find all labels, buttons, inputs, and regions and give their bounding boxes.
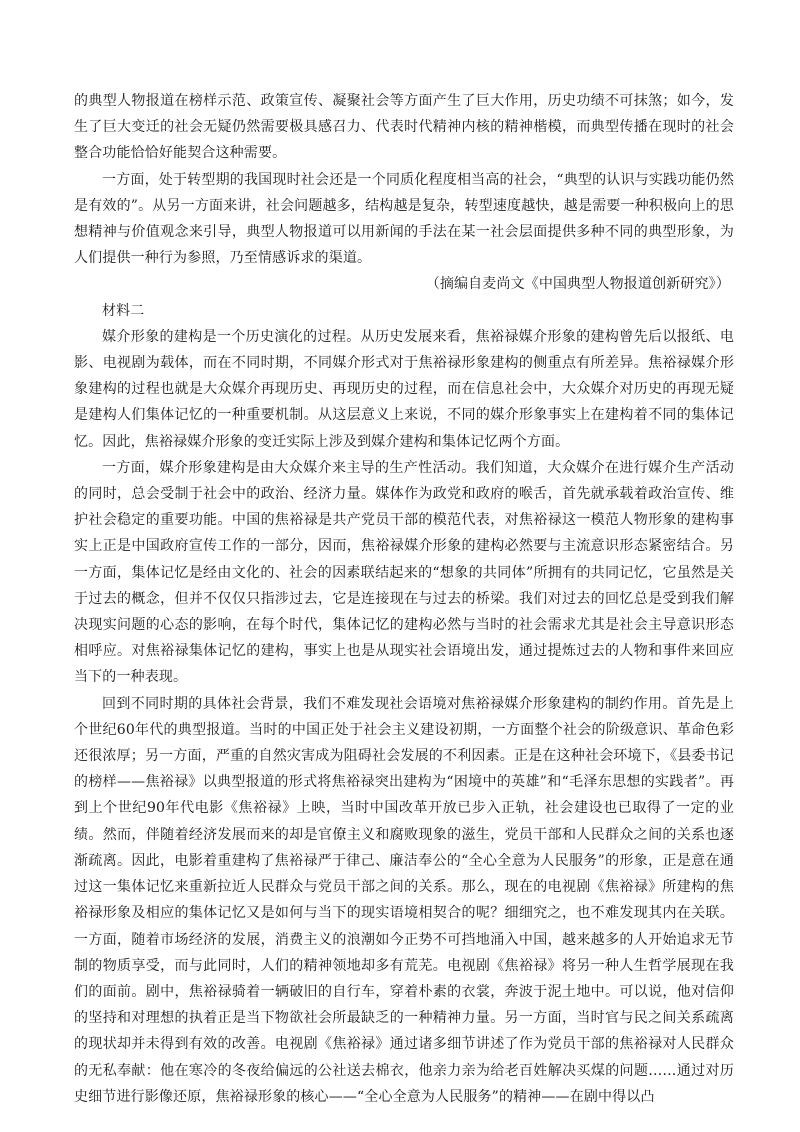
material-two-paragraph-1: 媒介形象的建构是一个历史演化的过程。从历史发展来看，焦裕禄媒介形象的建构曾先后以报纸、电影、电视剧为载体，而在不同时期，不同媒介形式对于焦裕禄形象建构的侧重点有所差异。焦裕禄媒介形象建构的过程也就是大众媒介再现历史、再现历史的过程，而在信息社会中，大众媒介对历史的再现无疑是建构人们集体记忆的一种重要机制。从这层意义上来说，不同的媒介形象事实上在建构着不同的集体记忆。因此，焦裕禄媒介形象的变迁实际上涉及到媒介建构和集体记忆两个方面。 bbox=[74, 328, 734, 450]
paragraph-transition: 一方面，处于转型期的我国现时社会还是一个同质化程度相当高的社会，“典型的认识与实践功能仍然是有效的”。从另一方面来讲，社会问题越多，结构越是复杂，转型速度越快，越是需要一种积极向上的思想精神与价值观念来引导，典型人物报道可以用新闻的手法在某一社会层面提供多种不同的典型形象，为人们提供一种行为参照，乃至情感诉求的渠道。 bbox=[74, 171, 734, 267]
material-two-paragraph-2: 一方面，媒介形象建构是由大众媒介来主导的生产性活动。我们知道，大众媒介在进行媒介生产活动的同时，总会受制于社会中的政治、经济力量。媒体作为政党和政府的喉舌，首先就承载着政治宣传、维护社会稳定的重要功能。中国的焦裕禄是共产党员干部的模范代表，对焦裕禄这一模范人物形象的建构事实上正是中国政府宣传工作的一部分，因而，焦裕禄媒介形象的建构必然要与主流意识形态紧密结合。另一方面，集体记忆是经由文化的、社会的因素联结起来的“想象的共同体”所拥有的共同记忆，它虽然是关于过去的概念，但并不仅仅只指涉过去，它是连接现在与过去的桥梁。我们对过去的回忆总是受到我们解决现实问题的心态的影响，在每个时代，集体记忆的建构必然与当时的社会需求尤其是社会主导意识形态相呼应。对焦裕禄集体记忆的建构，事实上也是从现实社会语境出发，通过提炼过去的人物和事件来回应当下的一种表现。 bbox=[74, 459, 734, 686]
material-two-paragraph-3: 回到不同时期的具体社会背景，我们不难发现社会语境对焦裕禄媒介形象建构的制约作用。首先是上个世纪60年代的典型报道。当时的中国正处于社会主义建设初期，一方面整个社会的阶级意识、革命色彩还很浓厚；另一方面，严重的自然灾害成为阻碍社会发展的不利因素。正是在这种社会环境下，《县委书记的榜样——焦裕禄》以典型报道的形式将焦裕禄突出建构为“困境中的英雄”和“毛泽东思想的实践者”。再到上个世纪90年代电影《焦裕禄》上映，当时中国改革开放已步入正轨，社会建设也已取得了一定的业绩。然而，伴随着经济发展而来的却是官僚主义和腐败现象的滋生，党员干部和人民群众之间的关系也逐渐疏离。因此，电影着重建构了焦裕禄严于律己、廉洁奉公的“全心全意为人民服务”的形象，正是意在通过这一集体记忆来重新拉近人民群众与党员干部之间的关系。那么，现在的电视剧《焦裕禄》所建构的焦裕禄形象及相应的集体记忆又是如何与当下的现实语境相契合的呢？细细究之，也不难发现其内在关联。一方面，随着市场经济的发展，消费主义的浪潮如今正势不可挡地涌入中国，越来越多的人开始追求无节制的物质享受，而与此同时，人们的精神领地却多有荒芜。电视剧《焦裕禄》将另一种人生哲学展现在我们的面前。剧中，焦裕禄骑着一辆破旧的自行车，穿着朴素的衣裳，奔波于泥土地中。可以说，他对信仰的坚持和对理想的执着正是当下物欲社会所最缺乏的一种精神力量。另一方面，当时官与民之间关系疏离的现状却并未得到有效的改善。电视剧《焦裕禄》通过诸多细节讲述了作为党员干部的焦裕禄对人民群众的无私奉献：他在寒冷的冬夜给偏远的公社送去棉衣，他亲力亲为给老百姓解决买煤的问题……通过对历史细节进行影像还原，焦裕禄形象的核心——“全心全意为人民服务”的精神——在剧中得以凸 bbox=[74, 695, 734, 1105]
paragraph-continued: 的典型人物报道在榜样示范、政策宣传、凝聚社会等方面产生了巨大作用，历史功绩不可抹煞；如今，发生了巨大变迁的社会无疑仍然需要极具感召力、代表时代精神内核的精神楷模，而典型传播在现时的社会整合功能恰恰好能契合这种需要。 bbox=[74, 93, 734, 162]
source-citation: （摘编自麦尚文《中国典型人物报道创新研究》） bbox=[425, 276, 730, 293]
section-heading: 材料二 bbox=[102, 302, 145, 319]
document-page bbox=[74, 88, 734, 1110]
